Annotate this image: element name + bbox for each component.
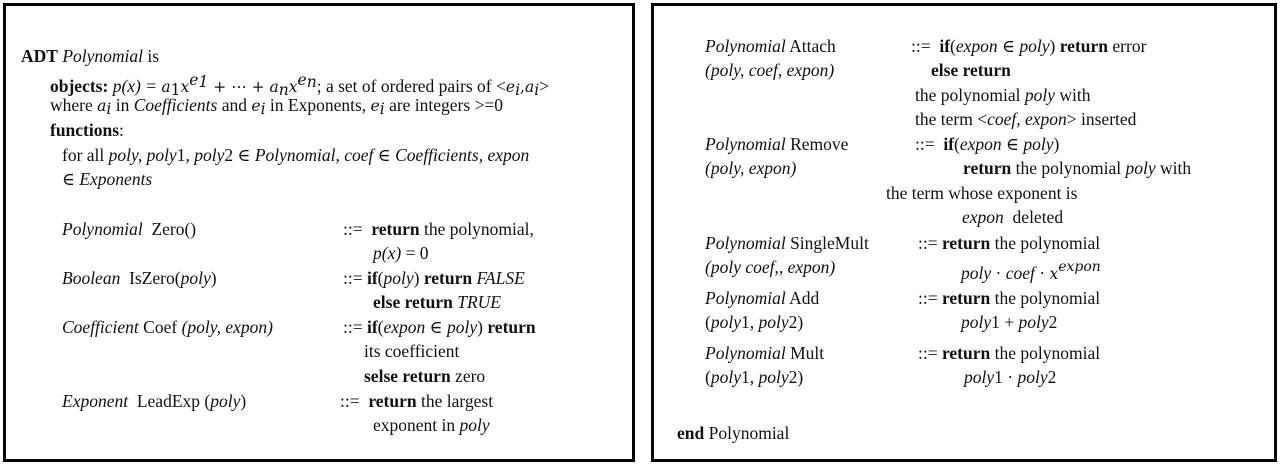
remove-def: ::= if(expon ∈ poly) — [915, 134, 1060, 154]
objects-line: objects: $p(x) = a_1x^{e_1}$ + ⋯ + $a_nx^{e_n}$; a set of ordered pairs of $<e_i,a_i>$ — [50, 71, 550, 99]
functions-label-line: functions: — [50, 120, 124, 140]
forall-line-2: ∈ Exponents — [62, 169, 153, 189]
singlemult-signature: Polynomial SingleMult — [705, 233, 869, 253]
attach-signature: Polynomial Attach — [705, 36, 836, 56]
leadexp-def: ::= return the largest — [340, 391, 494, 411]
coef-def: ::= if(expon ∈ poly) return — [343, 317, 536, 337]
leadexp-def-2: exponent in poly — [373, 415, 490, 435]
zero-def: ::= return the polynomial, — [343, 219, 534, 239]
objects-where-line: where $a_i$ in Coefficients and $e_i$ in Exponents, $e_i$ are integers >=0 — [50, 95, 504, 118]
term-mid: + ⋯ + — [208, 78, 270, 96]
attach-def: ::= if(expon ∈ poly) return error — [911, 36, 1147, 56]
objects-label: objects — [50, 76, 103, 96]
mult-args: (poly1, poly2) — [705, 367, 804, 387]
singlemult-args: (poly coef,, expon) — [705, 257, 836, 277]
term-an: a — [269, 78, 279, 96]
mult-def: ::= return the polynomial — [918, 343, 1101, 363]
remove-args: (poly, expon) — [705, 158, 797, 178]
coef-def-2: its coefficient — [364, 341, 460, 361]
add-args: (poly1, poly2) — [705, 312, 804, 332]
singlemult-def-2: poly · coef · $x^{expon}$ — [961, 259, 1101, 283]
adt-name: Polynomial — [62, 46, 144, 66]
left-panel — [3, 3, 635, 462]
zero-signature: Polynomial Zero() — [62, 219, 197, 239]
attach-def-3: the polynomial poly with — [915, 85, 1091, 105]
objects-p-lhs: p(x) = — [112, 76, 158, 96]
mult-signature: Polynomial Mult — [705, 343, 825, 363]
attach-args: (poly, coef, expon) — [705, 60, 835, 80]
end-keyword: end — [677, 423, 705, 443]
end-name: Polynomial — [708, 423, 790, 443]
right-panel — [651, 3, 1277, 462]
adt-keyword: ADT — [21, 46, 58, 66]
term-a1: a — [161, 78, 171, 96]
iszero-def: ::= if(poly) return FALSE — [343, 268, 525, 288]
remove-def-2: return the polynomial poly with — [963, 158, 1192, 178]
coef-signature: Coefficient Coef (poly, expon) — [62, 317, 273, 337]
add-signature: Polynomial Add — [705, 288, 820, 308]
remove-def-4: expon deleted — [962, 207, 1064, 227]
end-line — [677, 422, 789, 444]
leadexp-signature: Exponent LeadExp (poly) — [62, 391, 247, 411]
iszero-signature: Boolean IsZero(poly) — [62, 268, 217, 288]
remove-signature: Polynomial Remove — [705, 134, 849, 154]
forall-line: for all poly, poly1, poly2 ∈ Polynomial, coef ∈ Coefficients, expon — [62, 145, 530, 165]
attach-def-4: the term <coef, expon> inserted — [915, 109, 1137, 129]
functions-label: functions — [50, 120, 120, 140]
mult-def-2: poly1 · poly2 — [964, 367, 1057, 387]
iszero-def-2: else return TRUE — [373, 292, 501, 312]
coefficients-set: Coefficients — [133, 95, 218, 115]
coef-def-3: selse return zero — [364, 366, 486, 386]
add-def-2: poly1 + poly2 — [961, 312, 1058, 332]
attach-def-2: else return — [931, 60, 1011, 80]
add-def: ::= return the polynomial — [918, 288, 1101, 308]
zero-def-2: p(x) = 0 — [373, 243, 429, 263]
objects-tail: ; a set of ordered pairs of < — [316, 76, 506, 96]
singlemult-def: ::= return the polynomial — [918, 233, 1101, 253]
remove-def-3: the term whose exponent is — [886, 183, 1078, 203]
adt-is: is — [147, 46, 160, 66]
adt-header — [21, 45, 159, 67]
